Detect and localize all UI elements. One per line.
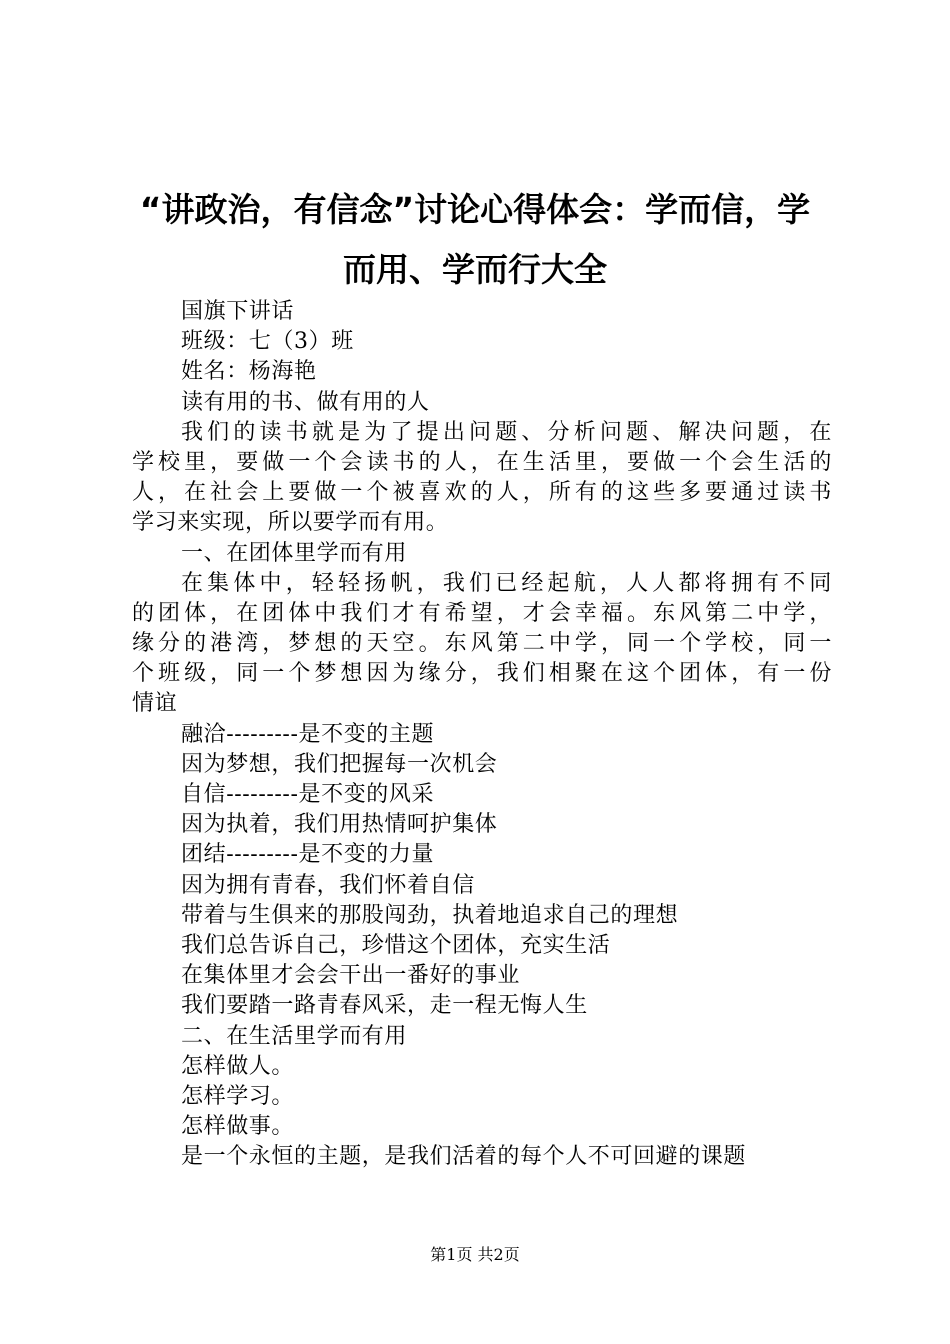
class-info: 班级：七（3）班	[181, 329, 354, 355]
speech-label: 国旗下讲话	[181, 299, 295, 324]
paragraph-line: 的团体，在团体中我们才有希望，才会幸福。东风第二中学，	[132, 600, 832, 626]
paragraph-line: 学习来实现，所以要学而有用。	[132, 510, 449, 536]
poem-line: 我们要踏一路青春风采，走一程无悔人生	[181, 993, 588, 1019]
poem-line: 融洽---------是不变的主题	[181, 721, 435, 747]
document-title-line-1: “讲政治，有信念”讨论心得体会：学而信，学	[139, 190, 811, 229]
list-line: 怎样做事。	[181, 1114, 295, 1140]
author-name: 姓名：杨海艳	[181, 359, 317, 385]
poem-line: 因为执着，我们用热情呵护集体	[181, 812, 498, 838]
list-line: 怎样做人。	[181, 1053, 295, 1079]
section-heading: 一、在团体里学而有用	[181, 540, 408, 566]
poem-line: 团结---------是不变的力量	[181, 842, 435, 868]
paragraph-line: 个班级，同一个梦想因为缘分，我们相聚在这个团体，有一份	[132, 661, 832, 687]
poem-line: 因为拥有青春，我们怀着自信	[181, 872, 475, 898]
poem-line: 自信---------是不变的风采	[181, 782, 435, 807]
section-heading: 二、在生活里学而有用	[181, 1023, 408, 1049]
paragraph-line: 在集体中，轻轻扬帆，我们已经起航，人人都将拥有不同	[181, 570, 832, 596]
paragraph-line: 情谊	[132, 691, 178, 717]
paragraph-line: 我们的读书就是为了提出问题、分析问题、解决问题，在	[181, 419, 832, 445]
poem-line: 我们总告诉自己，珍惜这个团体，充实生活	[181, 932, 611, 958]
paragraph-line: 是一个永恒的主题，是我们活着的每个人不可回避的课题	[181, 1144, 747, 1170]
list-line: 怎样学习。	[181, 1083, 295, 1109]
speech-subtitle: 读有用的书、做有用的人	[181, 389, 430, 415]
poem-line: 带着与生俱来的那股闯劲，执着地追求自己的理想	[181, 902, 679, 928]
paragraph-line: 人，在社会上要做一个被喜欢的人，所有的这些多要通过读书	[132, 480, 832, 506]
paragraph-line: 学校里，要做一个会读书的人，在生活里，要做一个会生活的	[132, 449, 832, 475]
document-body	[132, 297, 832, 1172]
paragraph-line: 缘分的港湾，梦想的天空。东风第二中学，同一个学校，同一	[132, 631, 832, 657]
poem-line: 因为梦想，我们把握每一次机会	[181, 751, 498, 777]
page-footer: 第1页 共2页	[430, 1245, 520, 1264]
poem-line: 在集体里才会会干出一番好的事业	[181, 963, 521, 989]
document-title-line-2: 而用、学而行大全	[343, 250, 607, 289]
